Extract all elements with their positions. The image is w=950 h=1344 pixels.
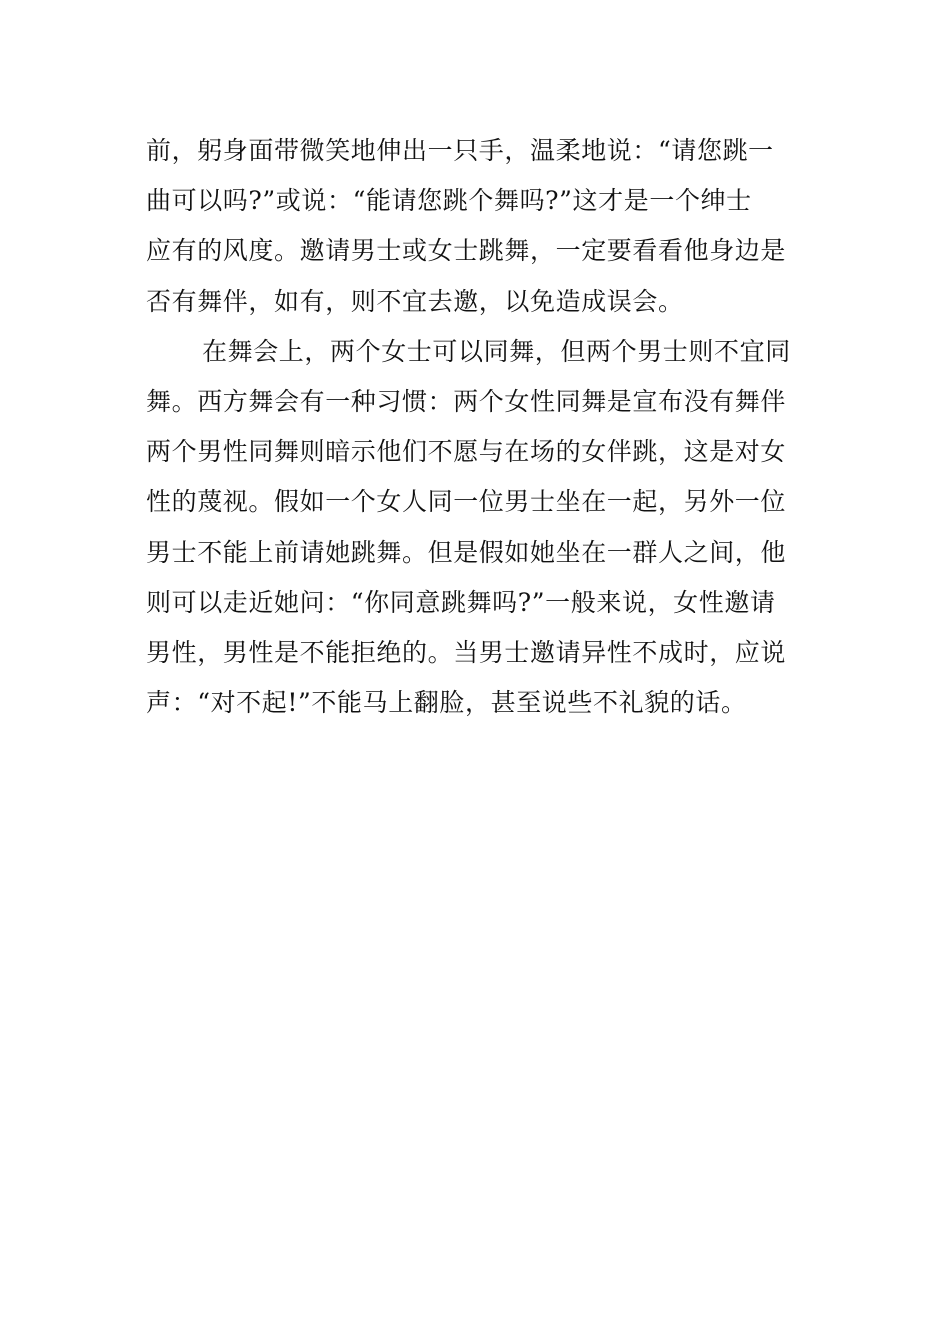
text-line: 应有的风度。邀请男士或女士跳舞，一定要看看他身边是 [146,236,787,266]
text-line: 男士不能上前请她跳舞。但是假如她坐在一群人之间，他 [146,537,787,567]
paragraph-2 [146,327,812,729]
text-line: 前，躬身面带微笑地伸出一只手，温柔地说：“请您跳一 [146,136,774,165]
text-line: 性的蔑视。假如一个女人同一位男士坐在一起，另外一位 [146,487,787,517]
text-line: 在舞会上，两个女士可以同舞，但两个男士则不宜同 [202,336,791,366]
text-line: 则可以走近她问：“你同意跳舞吗?”一般来说，女性邀请 [146,587,776,617]
text-line: 声：“对不起!”不能马上翻脸，甚至说些不礼貌的话。 [146,688,747,718]
text-line: 两个男性同舞则暗示他们不愿与在场的女伴跳，这是对女 [146,437,787,467]
text-line: 曲可以吗?”或说：“能请您跳个舞吗?”这才是一个绅士 [146,186,752,216]
text-line: 男性，男性是不能拒绝的。当男士邀请异性不成时，应说 [146,637,787,667]
text-line: 舞。西方舞会有一种习惯：两个女性同舞是宣布没有舞伴 [146,386,787,416]
text-line: 否有舞伴，如有，则不宜去邀，以免造成误会。 [146,286,684,316]
document-body [146,126,812,728]
paragraph-1 [146,126,812,327]
